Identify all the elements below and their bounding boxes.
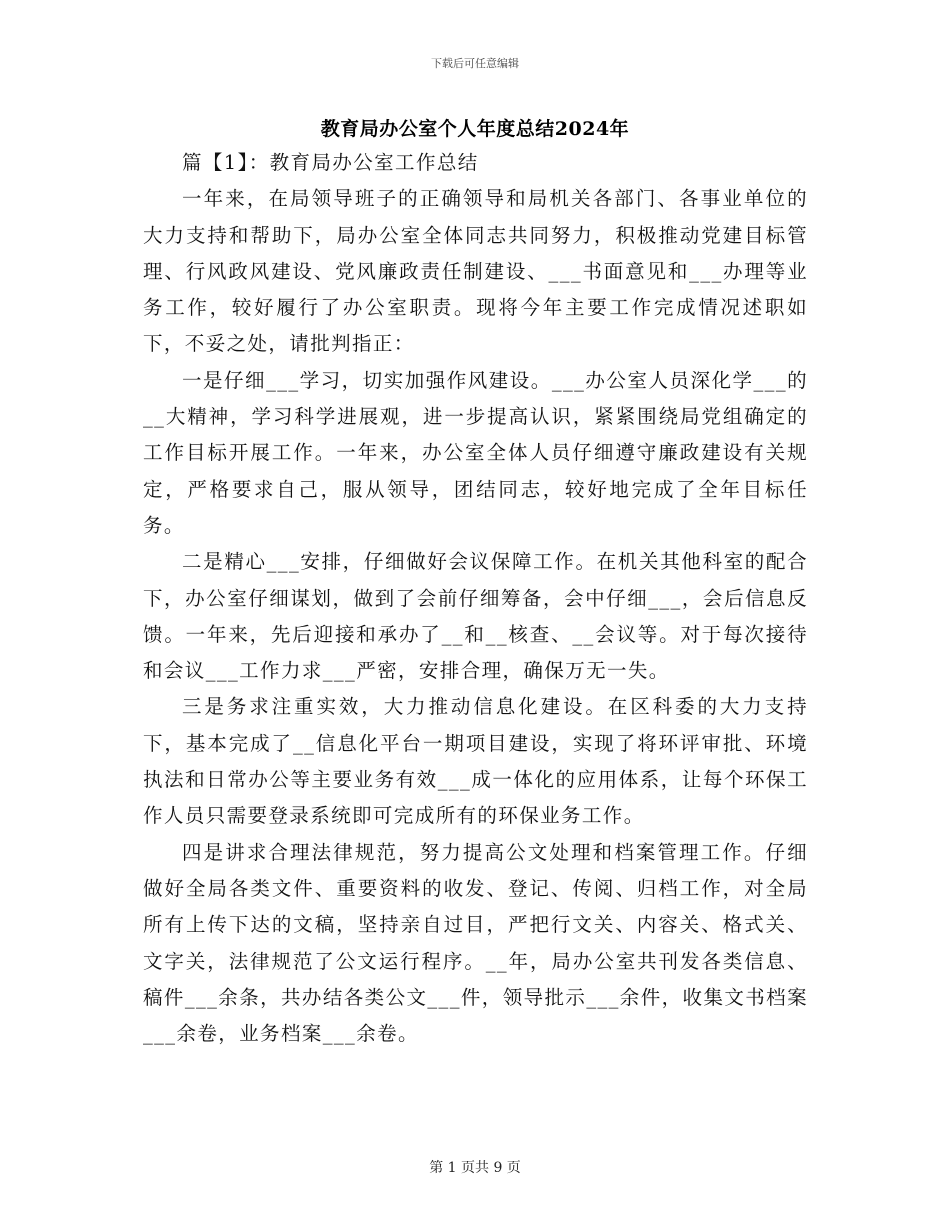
paragraph: 一年来，在局领导班子的正确领导和局机关各部门、各事业单位的大力支持和帮助下，局办公室全体同志共同努力，积极推动党建目标管理、行风政风建设、党风廉政责任制建设、___书面意见和___办理等业务工作，较好履行了办公室职责。现将今年主要工作完成情况述职如下，不妥之处，请批判指正： [143,187,808,356]
paragraph: 一是仔细___学习，切实加强作风建设。___办公室人员深化学___的__大精神，学习科学进展观，进一步提高认识，紧紧围绕局党组确定的工作目标开展工作。一年来，办公室全体人员仔细遵守廉政建设有关规定，严格要求自己，服从领导，团结同志，较好地完成了全年目标任务。 [143,368,808,537]
header-note: 下载后可任意编辑 [431,57,519,70]
paragraph: 二是精心___安排，仔细做好会议保障工作。在机关其他科室的配合下，办公室仔细谋划，做到了会前仔细筹备，会中仔细___，会后信息反馈。一年来，先后迎接和承办了__和__核查、__会议等。对于每次接待和会议___工作力求___严密，安排合理，确保万无一失。 [143,550,808,683]
paragraph: 四是讲求合理法律规范，努力提高公文处理和档案管理工作。仔细做好全局各类文件、重要资料的收发、登记、传阅、归档工作，对全局所有上传下达的文稿，坚持亲自过目，严把行文关、内容关、格式关、文字关，法律规范了公文运行程序。__年，局办公室共刊发各类信息、稿件___余条，共办结各类公文___件，领导批示___余件，收集文书档案___余卷，业务档案___余卷。 [143,840,808,1046]
page-footer: 第 1 页共 9 页 [429,1160,521,1176]
paragraph: 三是务求注重实效，大力推动信息化建设。在区科委的大力支持下，基本完成了__信息化平台一期项目建设，实现了将环评审批、环境执法和日常办公等主要业务有效___成一体化的应用体系，让每个环保工作人员只需要登录系统即可完成所有的环保业务工作。 [143,695,808,828]
document-title: 教育局办公室个人年度总结2024年 [320,118,630,140]
document-body [143,145,808,1052]
section-heading: 篇【1】：教育局办公室工作总结 [182,151,479,174]
